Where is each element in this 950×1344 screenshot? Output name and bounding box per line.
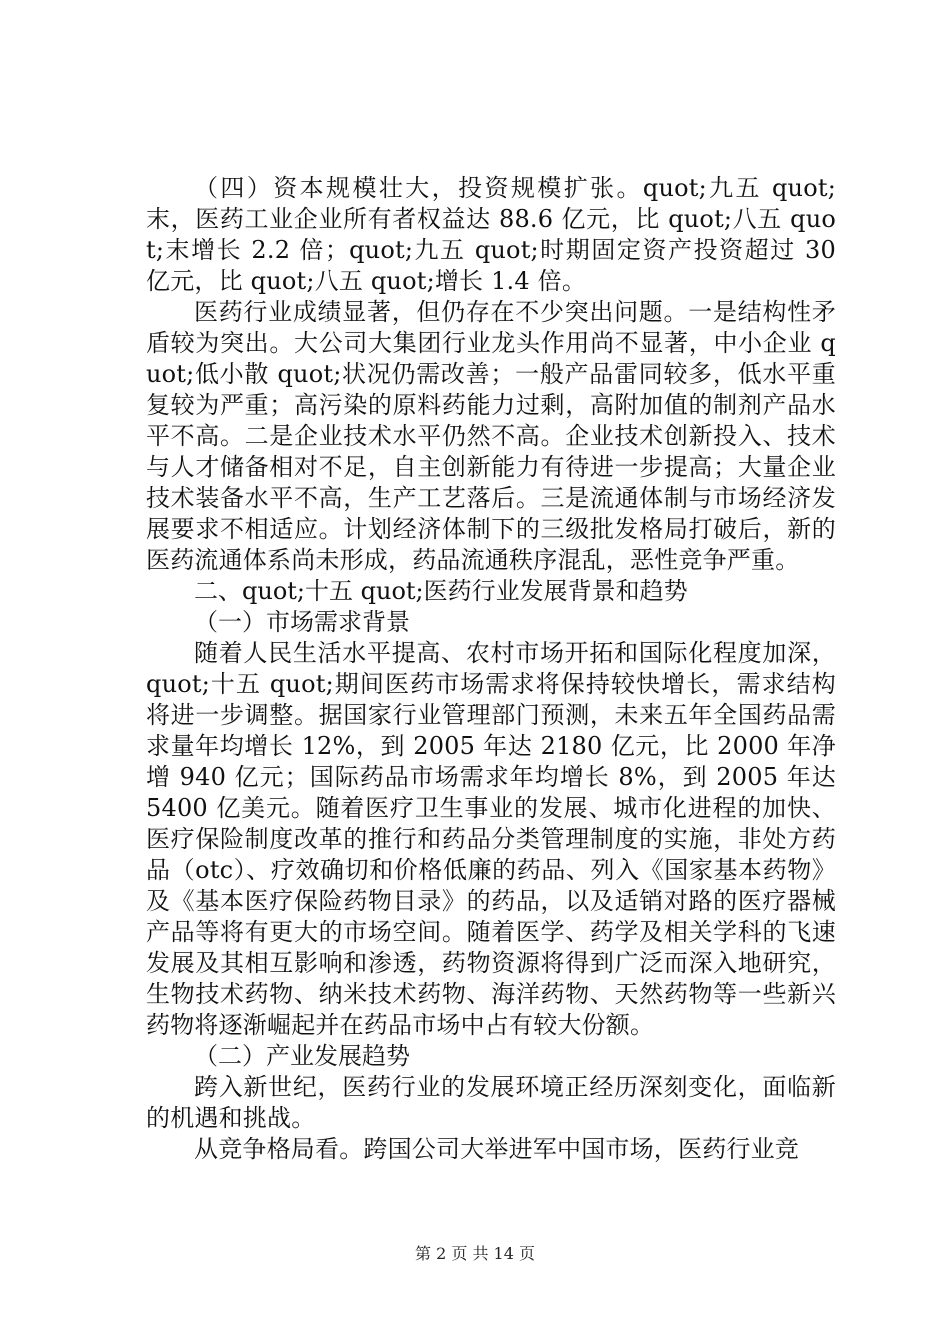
paragraph-competition: 从竞争格局看。跨国公司大举进军中国市场，医药行业竞 [194, 1135, 799, 1163]
document-body [146, 173, 836, 1165]
paragraph-new-century: 跨入新世纪，医药行业的发展环境正经历深刻变化，面临新的机遇和挑战。 [146, 1073, 836, 1132]
page-number-footer: 第 2 页 共 14 页 [415, 1244, 535, 1263]
paragraph-industry-problems: 医药行业成绩显著，但仍存在不少突出问题。一是结构性矛盾较为突出。大公司大集团行业龙头作用尚不显著，中小企业 quot;低小散 quot;状况仍需改善；一般产品雷同较多，低水平重复较为严重；高污染的原料药能力过剩，高附加值的制剂产品水平不高。二是企业技术水平仍然不高。企业技术创新投入、技术与人才储备相对不足，自主创新能力有待进一步提高；大量企业技术装备水平不高，生产工艺落后。三是流通体制与市场经济发展要求不相适应。计划经济体制下的三级批发格局打破后，新的医药流通体系尚未形成，药品流通秩序混乱，恶性竞争严重。 [146, 298, 836, 574]
paragraph-capital-scale: （四）资本规模壮大，投资规模扩张。quot;九五 quot;末，医药工业企业所有者权益达 88.6 亿元，比 quot;八五 quot;末增长 2.2 倍；quot;九五 quot;时期固定资产投资超过 30 亿元，比 quot;八五 quot;增长 1.4 倍。 [146, 174, 836, 295]
subsection-heading-market-demand: （一）市场需求背景 [194, 608, 410, 636]
subsection-heading-industry-trends: （二）产业发展趋势 [194, 1042, 410, 1070]
paragraph-market-demand: 随着人民生活水平提高、农村市场开拓和国际化程度加深，quot;十五 quot;期间医药市场需求将保持较快增长，需求结构将进一步调整。据国家行业管理部门预测，未来五年全国药品需求量年均增长 12%，到 2005 年达 2180 亿元，比 2000 年净增 940 亿元；国际药品市场需求年均增长 8%，到 2005 年达 5400 亿美元。随着医疗卫生事业的发展、城市化进程的加快、医疗保险制度改革的推行和药品分类管理制度的实施，非处方药品（otc）、疗效确切和价格低廉的药品、列入《国家基本药物》及《基本医疗保险药物目录》的药品，以及适销对路的医疗器械产品等将有更大的市场空间。随着医学、药学及相关学科的飞速发展及其相互影响和渗透，药物资源将得到广泛而深入地研究，生物技术药物、纳米技术药物、海洋药物、天然药物等一些新兴药物将逐渐崛起并在药品市场中占有较大份额。 [146, 639, 836, 1039]
section-heading-background-trends: 二、quot;十五 quot;医药行业发展背景和趋势 [194, 577, 688, 605]
